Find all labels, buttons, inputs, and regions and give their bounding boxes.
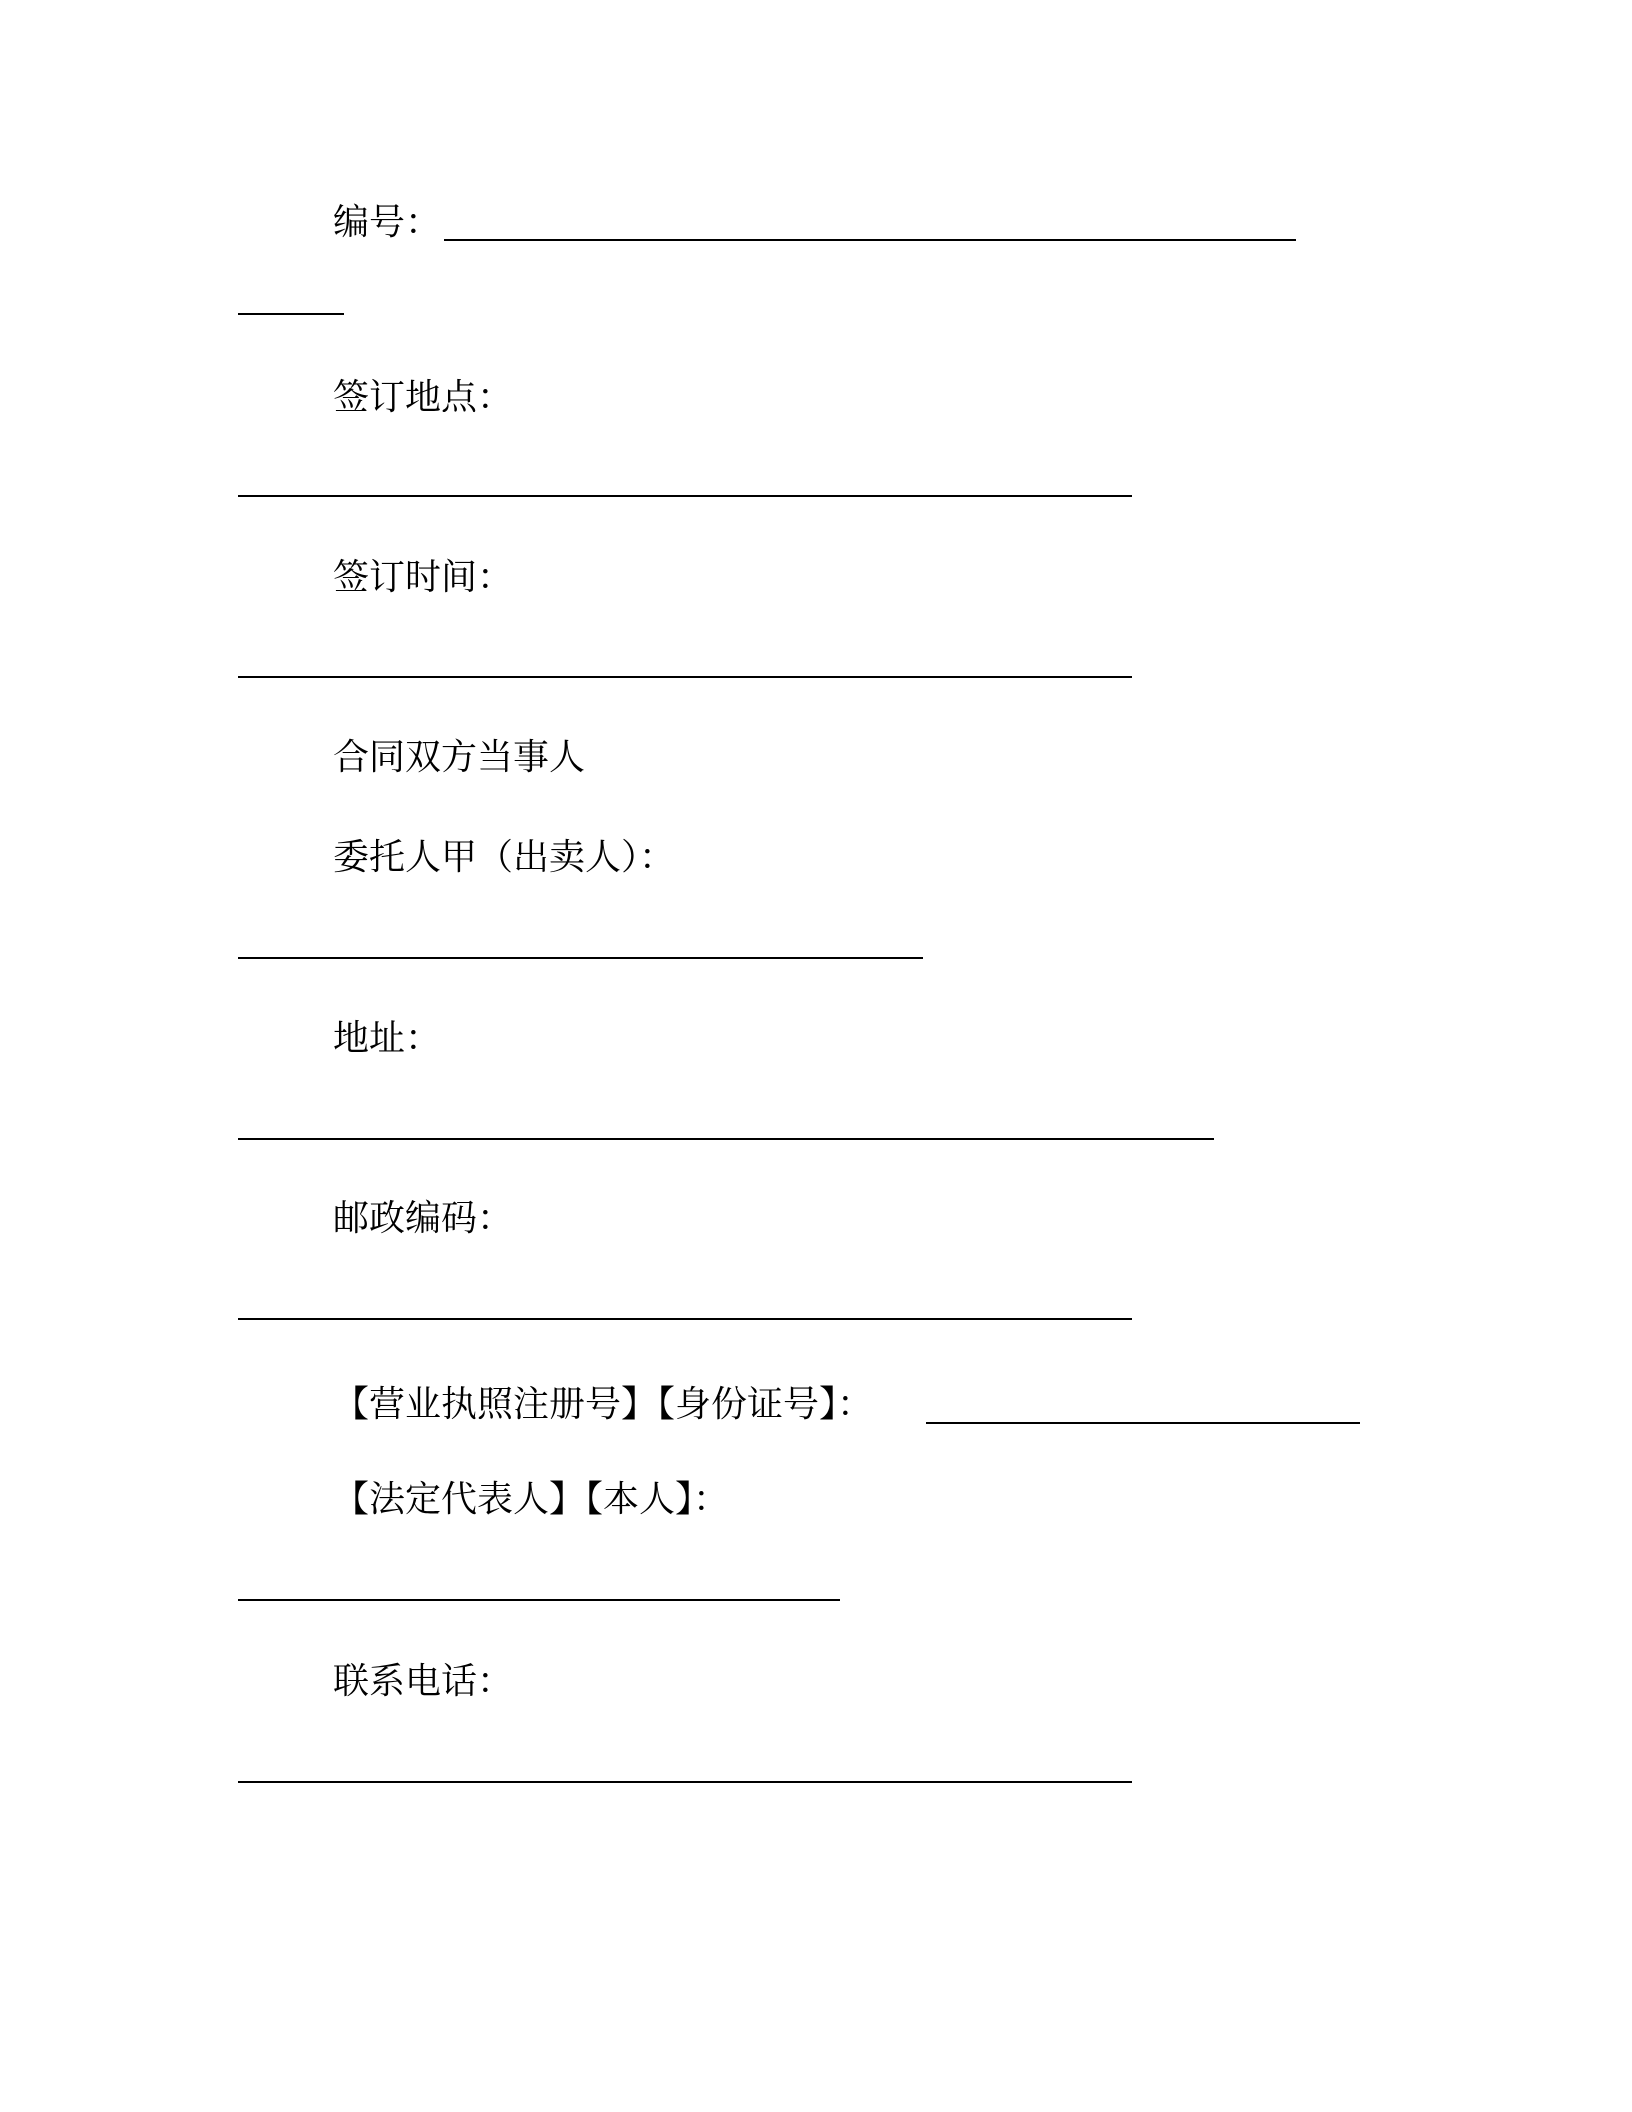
sign-time-blank-line (238, 676, 1132, 678)
number-blank-line-continued (238, 313, 344, 315)
phone-blank-line (238, 1781, 1132, 1783)
sign-place-blank-line (238, 495, 1132, 497)
postal-code-blank-line (238, 1318, 1132, 1320)
legal-rep-blank-line (238, 1599, 840, 1601)
party-a-blank-line (238, 957, 923, 959)
address-blank-line (238, 1138, 1214, 1140)
parties-heading: 合同双方当事人 (333, 737, 586, 778)
postal-code-label: 邮政编码： (333, 1198, 514, 1239)
number-label: 编号： (333, 202, 442, 243)
sign-place-label: 签订地点： (333, 377, 514, 418)
address-label: 地址： (333, 1018, 442, 1059)
legal-rep-label: 【法定代表人】【本人】： (333, 1479, 730, 1520)
party-a-label: 委托人甲（出卖人）： (333, 837, 676, 878)
sign-time-label: 签订时间： (333, 557, 514, 598)
license-id-blank-line (926, 1422, 1360, 1424)
phone-label: 联系电话： (333, 1661, 514, 1702)
license-id-label: 【营业执照注册号】【身份证号】： (333, 1384, 874, 1425)
number-blank-line (444, 239, 1296, 241)
